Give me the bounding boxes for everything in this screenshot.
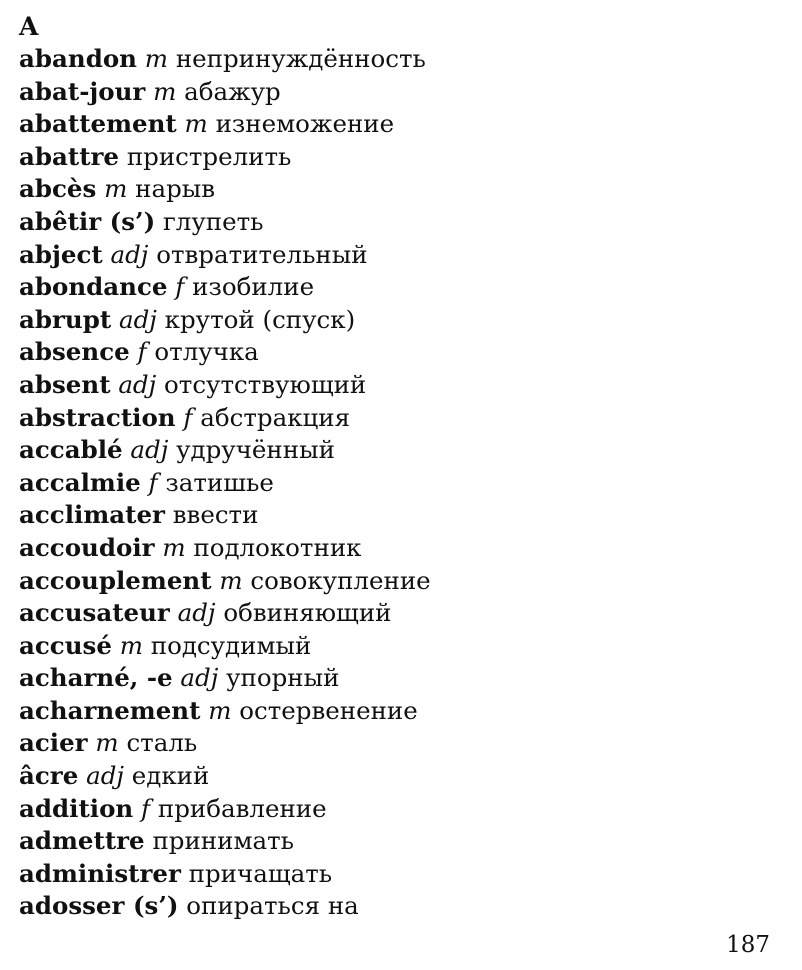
dictionary-entry: [19, 467, 779, 500]
entry-headword: adosser (s’): [19, 891, 179, 921]
dictionary-entry: [19, 239, 779, 272]
entry-translation: принимать: [152, 826, 295, 856]
dictionary-entry: [19, 141, 779, 174]
dictionary-entry: [19, 597, 779, 630]
entry-translation: крутой (спуск): [164, 304, 356, 334]
entry-part-of-speech: f: [175, 272, 185, 302]
entry-translation: удручённый: [176, 435, 335, 465]
entry-headword: acharné, -e: [19, 663, 173, 693]
page-number: 187: [726, 932, 770, 958]
entry-headword: acier: [19, 728, 88, 758]
entry-part-of-speech: m: [162, 532, 186, 562]
entry-headword: abstraction: [19, 402, 176, 432]
entry-part-of-speech: m: [95, 728, 119, 758]
entry-headword: abrupt: [19, 304, 112, 334]
entry-headword: admettre: [19, 826, 145, 856]
dictionary-entry: [19, 662, 779, 695]
entry-headword: acharnement: [19, 695, 201, 725]
entry-translation: глупеть: [162, 206, 264, 236]
entry-headword: accablé: [19, 435, 123, 465]
entry-part-of-speech: adj: [118, 304, 157, 334]
entry-part-of-speech: m: [153, 76, 177, 106]
entry-headword: addition: [19, 793, 134, 823]
entry-translation: абстракция: [200, 402, 351, 432]
dictionary-entry: [19, 402, 779, 435]
entry-translation: отлучка: [154, 337, 259, 367]
entry-translation: причащать: [188, 858, 333, 888]
entry-part-of-speech: f: [183, 402, 193, 432]
entry-part-of-speech: f: [137, 337, 147, 367]
section-letter: A: [19, 12, 39, 41]
dictionary-entry: [19, 434, 779, 467]
entry-headword: acclimater: [19, 500, 165, 530]
entry-part-of-speech: adj: [86, 761, 124, 791]
entry-headword: abondance: [19, 272, 168, 302]
entry-translation: ввести: [172, 500, 259, 530]
dictionary-entry: [19, 76, 779, 109]
entry-translation: опираться на: [186, 891, 359, 921]
entry-part-of-speech: adj: [130, 435, 169, 465]
entry-translation: совокупление: [250, 565, 431, 595]
dictionary-entry: [19, 760, 779, 793]
dictionary-entry: [19, 271, 779, 304]
entry-headword: administrer: [19, 858, 181, 888]
entry-translation: упорный: [226, 663, 340, 693]
entry-headword: accalmie: [19, 467, 141, 497]
entry-part-of-speech: adj: [177, 598, 216, 628]
entry-headword: absent: [19, 369, 111, 399]
dictionary-entry: [19, 890, 779, 923]
entry-translation: затишье: [165, 467, 274, 497]
dictionary-entry: [19, 336, 779, 369]
entry-part-of-speech: m: [104, 174, 128, 204]
entry-translation: изнеможение: [215, 109, 395, 139]
entry-part-of-speech: m: [184, 109, 208, 139]
entry-translation: нарыв: [135, 174, 216, 204]
entry-headword: abcès: [19, 174, 97, 204]
dictionary-entry: [19, 565, 779, 598]
entry-translation: отвратительный: [156, 239, 368, 269]
entry-translation: пристрелить: [126, 141, 292, 171]
dictionary-entry: [19, 499, 779, 532]
dictionary-entry: [19, 727, 779, 760]
dictionary-entry: [19, 532, 779, 565]
entry-headword: accouplement: [19, 565, 212, 595]
entry-headword: âcre: [19, 761, 79, 791]
entry-headword: abandon: [19, 44, 137, 73]
dictionary-entry: [19, 206, 779, 239]
dictionary-page: [19, 14, 779, 923]
entry-translation: обвиняющий: [223, 598, 392, 628]
entry-part-of-speech: adj: [180, 663, 219, 693]
dictionary-entry: [19, 793, 779, 826]
dictionary-entry: [19, 630, 779, 663]
entry-translation: прибавление: [157, 793, 327, 823]
entry-translation: изобилие: [192, 272, 315, 302]
entry-headword: accusateur: [19, 598, 170, 628]
entry-headword: accoudoir: [19, 532, 155, 562]
entry-headword: accusé: [19, 630, 112, 660]
entry-translation: подлокотник: [193, 532, 362, 562]
entry-part-of-speech: m: [119, 630, 143, 660]
dictionary-entry: [19, 858, 779, 891]
entry-list: [19, 43, 779, 923]
entry-headword: abat-jour: [19, 76, 146, 106]
dictionary-entry: [19, 695, 779, 728]
entry-headword: abattement: [19, 109, 177, 139]
entry-headword: absence: [19, 337, 130, 367]
entry-translation: отсутствующий: [164, 369, 367, 399]
entry-part-of-speech: m: [208, 695, 232, 725]
entry-headword: abêtir (s’): [19, 206, 156, 236]
entry-translation: абажур: [184, 76, 281, 106]
entry-translation: подсудимый: [150, 630, 312, 660]
dictionary-entry: [19, 825, 779, 858]
dictionary-entry: [19, 304, 779, 337]
entry-part-of-speech: adj: [110, 239, 149, 269]
dictionary-entry: [19, 43, 779, 76]
entry-part-of-speech: adj: [118, 369, 157, 399]
entry-part-of-speech: f: [148, 467, 158, 497]
entry-translation: остервенение: [239, 695, 418, 725]
dictionary-entry: [19, 108, 779, 141]
entry-part-of-speech: m: [219, 565, 243, 595]
entry-part-of-speech: f: [141, 793, 151, 823]
entry-translation: едкий: [131, 761, 210, 791]
dictionary-entry: [19, 369, 779, 402]
entry-part-of-speech: m: [144, 44, 169, 73]
entry-headword: abject: [19, 239, 103, 269]
dictionary-entry: [19, 173, 779, 206]
entry-translation: непринуждённость: [175, 44, 426, 73]
entry-headword: abattre: [19, 141, 120, 171]
entry-translation: сталь: [126, 728, 198, 758]
